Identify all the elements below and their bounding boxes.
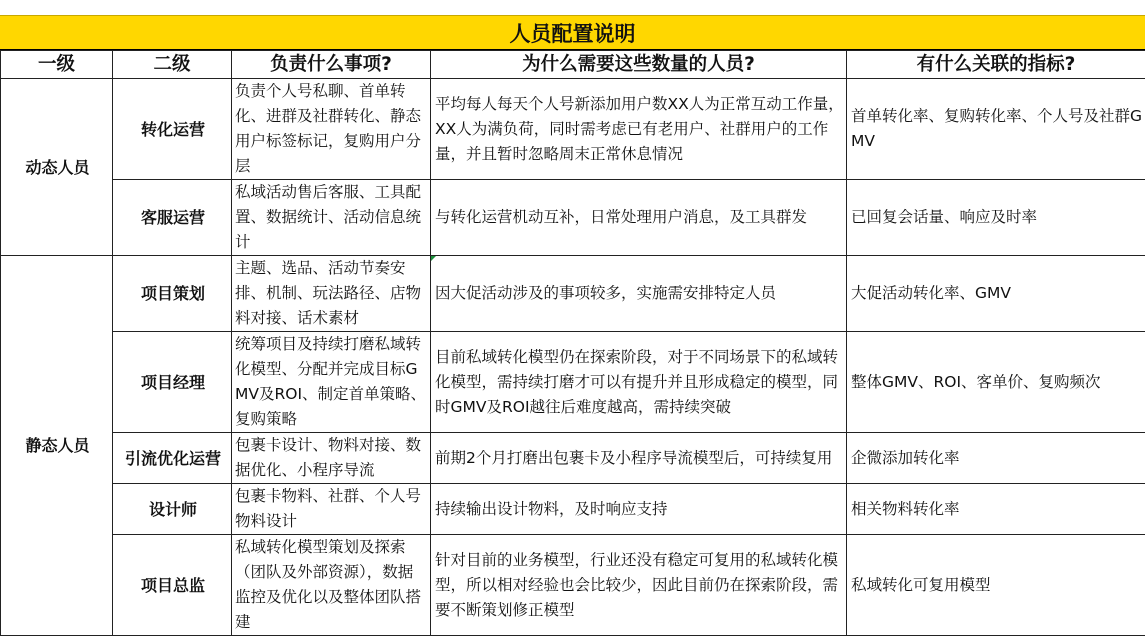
reason-cell[interactable]: 与转化运营机动互补，日常处理用户消息，及工具群发 [431,180,847,256]
reason-cell[interactable]: 针对目前的业务模型，行业还没有稳定可复用的私域转化模型，所以相对经验也会比较少，因此目前仍在探索阶段，需要不断策划修正模型 [431,535,847,636]
duties-cell[interactable]: 包裹卡物料、社群、个人号物料设计 [232,484,431,535]
reason-cell[interactable]: 持续输出设计物料，及时响应支持 [431,484,847,535]
role-cell[interactable]: 项目经理 [113,332,232,433]
header-level1[interactable]: 一级 [1,51,113,79]
header-metrics[interactable]: 有什么关联的指标? [847,51,1145,79]
header-row [1,51,1145,79]
metrics-cell[interactable]: 整体GMV、ROI、客单价、复购频次 [847,332,1145,433]
role-cell[interactable]: 引流优化运营 [113,433,232,484]
role-cell[interactable]: 设计师 [113,484,232,535]
duties-cell[interactable]: 包裹卡设计、物料对接、数据优化、小程序导流 [232,433,431,484]
reason-cell[interactable]: 前期2个月打磨出包裹卡及小程序导流模型后，可持续复用 [431,433,847,484]
metrics-cell[interactable]: 已回复会话量、响应及时率 [847,180,1145,256]
duties-cell[interactable]: 主题、选品、活动节奏安排、机制、玩法路径、店物料对接、话术素材 [232,256,431,332]
table-row [1,433,1145,484]
header-level2[interactable]: 二级 [113,51,232,79]
table-row [1,180,1145,256]
table-row [1,484,1145,535]
header-duties[interactable]: 负责什么事项? [232,51,431,79]
duties-cell[interactable]: 私域活动售后客服、工具配置、数据统计、活动信息统计 [232,180,431,256]
table-row [1,256,1145,332]
table-row [1,535,1145,636]
duties-cell[interactable]: 私域转化模型策划及探索（团队及外部资源），数据监控及优化以及整体团队搭建 [232,535,431,636]
role-cell[interactable]: 转化运营 [113,79,232,180]
metrics-cell[interactable]: 相关物料转化率 [847,484,1145,535]
staffing-table [0,50,1145,636]
group-dynamic-cell[interactable]: 动态人员 [1,79,113,256]
metrics-cell[interactable]: 大促活动转化率、GMV [847,256,1145,332]
role-cell[interactable]: 项目总监 [113,535,232,636]
reason-cell[interactable]: 平均每人每天个人号新添加用户数XX人为正常互动工作量，XX人为满负荷，同时需考虑已有老用户、社群用户的工作量，并且暂时忽略周末正常休息情况 [431,79,847,180]
group-static-cell[interactable]: 静态人员 [1,256,113,636]
header-reason[interactable]: 为什么需要这些数量的人员? [431,51,847,79]
role-cell[interactable]: 客服运营 [113,180,232,256]
duties-cell[interactable]: 负责个人号私聊、首单转化、进群及社群转化、静态用户标签标记，复购用户分层 [232,79,431,180]
metrics-cell[interactable]: 私域转化可复用模型 [847,535,1145,636]
duties-cell[interactable]: 统筹项目及持续打磨私域转化模型、分配并完成目标GMV及ROI、制定首单策略、复购策略 [232,332,431,433]
reason-cell[interactable]: 因大促活动涉及的事项较多，实施需安排特定人员 [431,256,847,332]
sheet-title[interactable]: 人员配置说明 [0,15,1145,50]
metrics-cell[interactable]: 首单转化率、复购转化率、个人号及社群GMV [847,79,1145,180]
role-cell[interactable]: 项目策划 [113,256,232,332]
table-row [1,332,1145,433]
metrics-cell[interactable]: 企微添加转化率 [847,433,1145,484]
table-row [1,79,1145,180]
reason-cell[interactable]: 目前私域转化模型仍在探索阶段，对于不同场景下的私域转化模型，需持续打磨才可以有提升并且形成稳定的模型，同时GMV及ROI越往后难度越高，需持续突破 [431,332,847,433]
